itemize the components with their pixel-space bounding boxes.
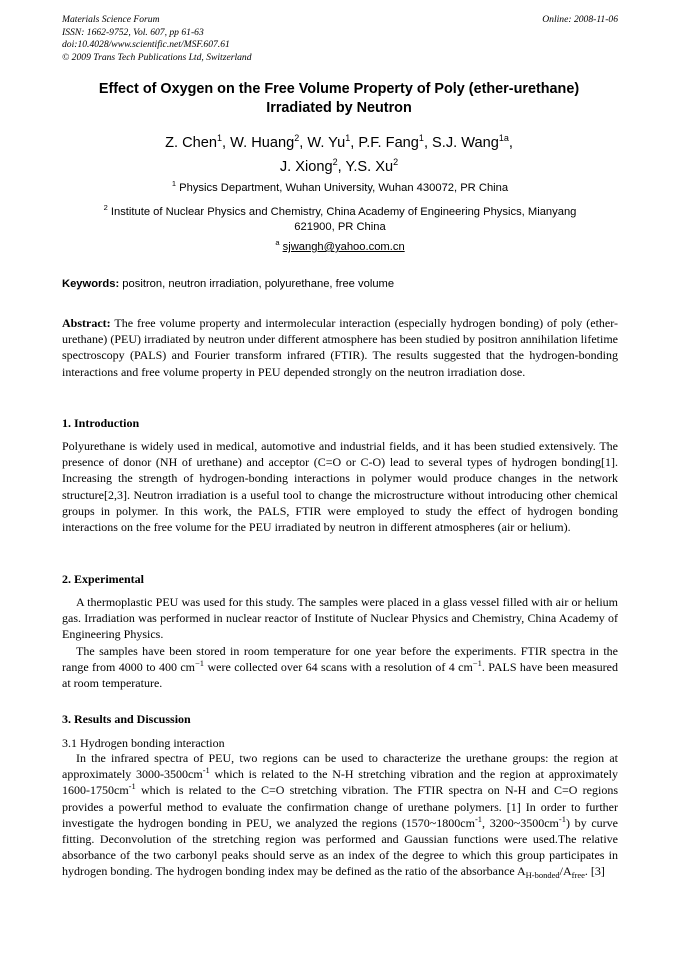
experimental-paragraph-1: A thermoplastic PEU was used for this study. The samples were placed in a glass vessel filled with air or helium gas. Irradiation was performed in nuclear reactor of Institute of Nuclear Physics and Chemistry, China Academy of Engineering Physics.	[62, 595, 618, 642]
author-separator: ,	[299, 135, 308, 151]
introduction-body	[62, 438, 618, 535]
unit-exponent: -1	[474, 813, 483, 824]
text-run: In the infrared spectra of PEU, two regions can be used to characterize the urethane groups: the region at approximately 3000-3500cm	[62, 751, 618, 782]
journal-header	[62, 14, 618, 64]
paper-title	[50, 80, 628, 118]
author-affiliation-mark: 2	[393, 157, 399, 167]
online-date: Online: 2008-11-06	[542, 14, 618, 25]
doi: doi:10.4028/www.scientific.net/MSF.607.61	[62, 39, 230, 50]
author-separator: ,	[222, 135, 231, 151]
unit-exponent: -1	[202, 765, 210, 776]
section-heading-results: 3. Results and Discussion	[62, 712, 191, 726]
abstract-label: Abstract:	[62, 316, 111, 330]
author-name: P.F. Fang	[358, 135, 419, 151]
text-run: , 3200~3500cm	[482, 815, 559, 830]
section-heading-introduction: 1. Introduction	[62, 416, 140, 430]
text-run: were collected over 64 scans with a resolution of 4 cm	[204, 659, 473, 674]
author-affiliation-mark: 1a	[498, 133, 509, 143]
text-run: which is related to the C=O stretching vibration. The FTIR spectra on N-H and C=O regions provides a powerful method to evaluate the confirmation change of urethane polymers. [1] In order to further investigate the hydrogen bonding in PEU, we analyzed the regions (1570~1800cm	[62, 783, 618, 830]
results-body	[62, 750, 618, 880]
unit-exponent: −1	[472, 657, 482, 668]
affiliation-1	[62, 181, 618, 196]
affiliation-text-line-2: 621900, PR China	[294, 221, 386, 233]
issn: ISSN: 1662-9752, Vol. 607, pp 61-63	[62, 26, 204, 38]
experimental-body	[62, 594, 618, 691]
results-paragraph	[62, 750, 618, 880]
keywords-label: Keywords:	[62, 278, 120, 290]
author-name: W. Yu	[307, 135, 346, 151]
subscript: H-bonded	[525, 870, 560, 881]
authors-line-2	[50, 155, 628, 179]
text-run: The samples have been stored in room temperature for one year before the experiments. FTIR spectra in the range from 4000 to 400 cm	[62, 643, 618, 674]
text-run: /A	[559, 864, 572, 879]
author-separator: ,	[508, 135, 513, 151]
email-mark: a	[275, 238, 280, 247]
affiliation-text: Institute of Nuclear Physics and Chemistry, China Academy of Engineering Physics, Mianyang	[110, 206, 577, 218]
keywords	[62, 277, 618, 292]
text-run: ) by curve fitting. Deconvolution of the stretching region was performed and Gaussian functions were used.The relative absorbance of the two carbonyl peaks should serve as an index of the degree to which this group participates in hydrogen bonding. The hydrogen bonding index may be defined as the ratio of the absorbance A	[62, 815, 618, 879]
keywords-text: positron, neutron irradiation, polyurethane, free volume	[119, 278, 395, 290]
section-heading-experimental: 2. Experimental	[62, 572, 144, 586]
unit-exponent: -1	[128, 781, 136, 792]
affiliation-2	[62, 205, 618, 235]
author-name: Z. Chen	[165, 135, 218, 151]
text-run: . [3]	[584, 864, 605, 879]
introduction-paragraph: Polyurethane is widely used in medical, automotive and industrial fields, and it has been studied extensively. The presence of donor (NH of urethane) and acceptor (C=O or C-O) lead to several types of hydrogen bonding[1]. Increasing the strength of hydrogen-bonding interactions in polymer would produce changes in the network structure[2,3]. Neutron irradiation is a useful tool to change the microstructure without introducing other chemical groups in polymer. In this work, the PALS, FTIR were employed to study the effect of hydrogen bonding interactions on the free volume for the PEU irradiated by neutron in different atmospheres (air or helium).	[62, 439, 618, 535]
author-name: Y.S. Xu	[345, 159, 394, 175]
subsection-heading: 3.1 Hydrogen bonding interaction	[62, 736, 225, 750]
author-affiliation-mark: 2	[332, 157, 338, 167]
author-name: J. Xiong	[279, 159, 333, 175]
email-link[interactable]: sjwangh@yahoo.com.cn	[282, 241, 405, 253]
author-affiliation-mark: 2	[294, 133, 300, 143]
author-name: S.J. Wang	[432, 135, 499, 151]
text-run: . PALS have been measured at room temperature.	[62, 659, 619, 691]
experimental-paragraph-2	[62, 643, 618, 692]
affiliation-mark: 1	[171, 179, 177, 188]
author-separator: ,	[337, 159, 346, 175]
corresponding-email	[62, 240, 618, 255]
subscript: free	[571, 870, 585, 881]
author-list	[50, 131, 628, 179]
author-name: W. Huang	[230, 135, 295, 151]
copyright: © 2009 Trans Tech Publications Ltd, Switzerland	[62, 51, 252, 63]
affiliation-mark: 2	[103, 203, 108, 212]
title-line-1: Effect of Oxygen on the Free Volume Property of Poly (ether-urethane)	[98, 81, 580, 97]
title-line-2: Irradiated by Neutron	[266, 100, 412, 116]
authors-line-1	[50, 131, 628, 155]
author-separator: ,	[423, 135, 433, 151]
abstract	[62, 315, 618, 380]
unit-exponent: -1	[558, 813, 566, 824]
abstract-text: The free volume property and intermolecular interaction (especially hydrogen bonding) of poly (ether-urethane) (PEU) irradiated by neutron under different atmosphere has been studied by positron annihilation lifetime spectroscopy (PALS) and Fourier transform infrared (FTIR). The results suggested that the hydrogen-bonding interactions and free volume property in PEU depended strongly on the neutron irradiation dose.	[62, 316, 618, 379]
author-separator: ,	[350, 135, 359, 151]
author-affiliation-mark: 1	[418, 133, 424, 143]
unit-exponent: −1	[195, 657, 205, 668]
author-affiliation-mark: 1	[217, 133, 223, 143]
text-run: which is related to the N-H stretching vibration and the region at approximately 1600-1750cm	[62, 767, 618, 798]
author-affiliation-mark: 1	[345, 133, 351, 143]
journal-name: Materials Science Forum	[62, 14, 160, 25]
affiliation-text: Physics Department, Wuhan University, Wuhan 430072, PR China	[179, 182, 509, 194]
